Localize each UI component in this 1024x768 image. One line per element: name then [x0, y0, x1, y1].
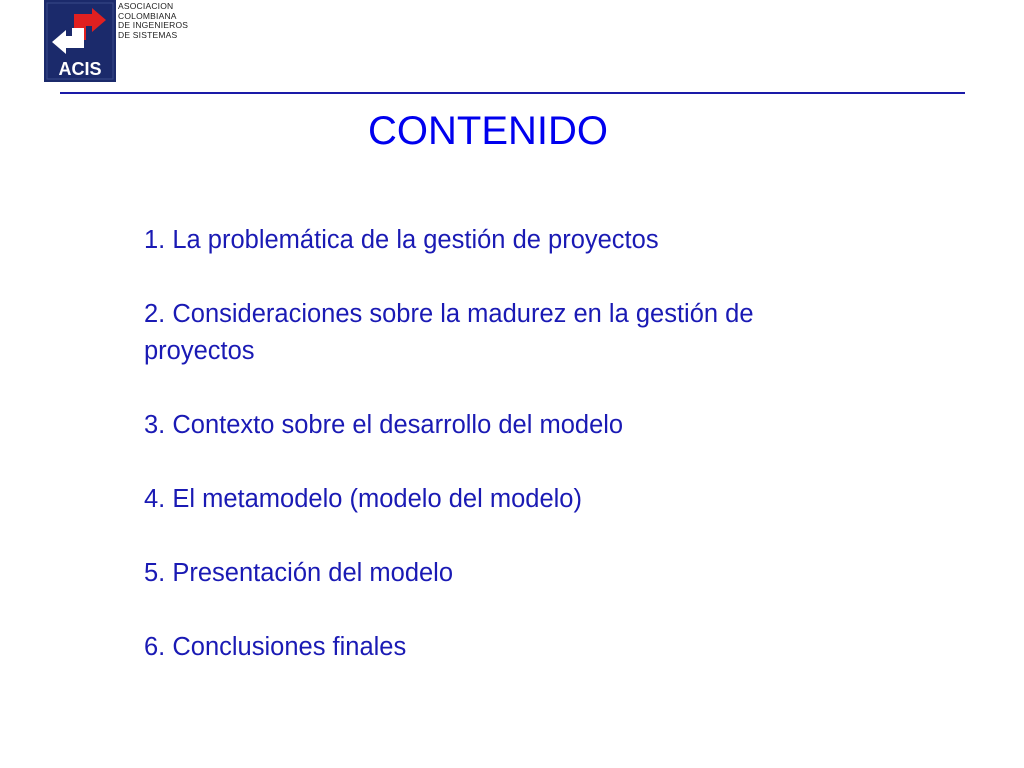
- contents-item-1: 1. La problemática de la gestión de proyectos: [144, 226, 659, 254]
- acis-arrows-icon: [44, 0, 116, 82]
- contents-item-5: 5. Presentación del modelo: [144, 559, 454, 587]
- contents-item-2: 2. Consideraciones sobre la madurez en la gestión de proyectos: [144, 300, 754, 365]
- contents-item-6: 6. Conclusiones finales: [144, 633, 407, 661]
- logo-text: ACIS: [58, 59, 102, 79]
- org-line-1: ASOCIACION: [118, 1, 174, 11]
- acis-logo: [44, 0, 116, 82]
- header-divider: [60, 92, 965, 94]
- contents-item-4: 4. El metamodelo (modelo del modelo): [144, 485, 582, 513]
- org-line-2: COLOMBIANA: [118, 10, 177, 21]
- slide-title: CONTENIDO: [368, 109, 608, 153]
- organization-name: [118, 2, 188, 40]
- org-line-4: DE SISTEMAS: [118, 29, 178, 40]
- contents-list: [144, 222, 844, 703]
- contents-item-3: 3. Contexto sobre el desarrollo del modelo: [144, 411, 624, 439]
- org-line-3: DE INGENIEROS: [118, 20, 189, 30]
